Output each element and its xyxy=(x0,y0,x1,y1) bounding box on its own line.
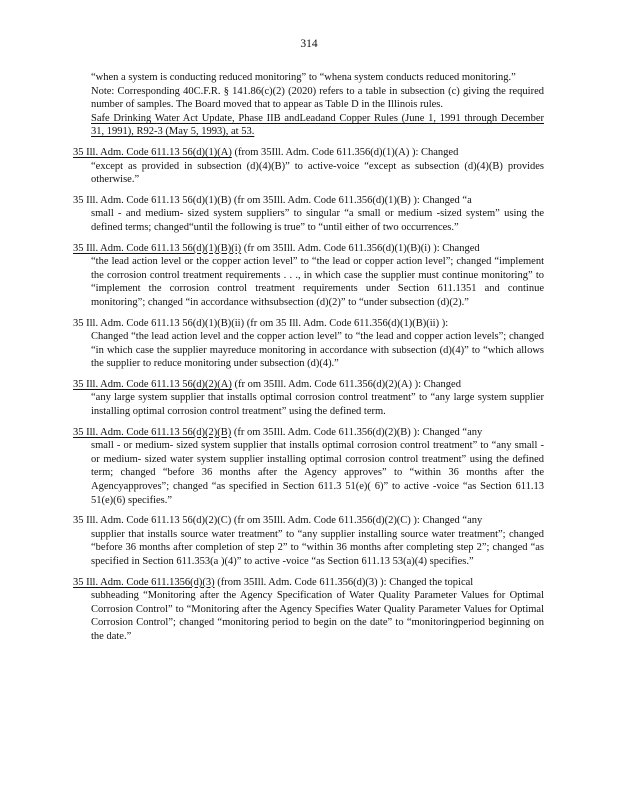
section-reference: 35 Ill. Adm. Code 611.13 56(d)(2)(C) xyxy=(73,515,232,527)
lead-amendment-text: “when a system is conducting reduced monitoring” to “whena system conducts reduced monitoring.” xyxy=(91,72,516,83)
amendment-description: supplier that installs source water treatment” to “any supplier installing source water treatment”; changed “before 36 months after completion of step 2” to “within 36 months after completing step 2”; changed “as specified in Section 611.353(a )(4)” to active -voice “as Section 611.13 53(a)(4) specifies.” xyxy=(91,528,544,567)
amendment-entry-heading xyxy=(73,514,544,528)
amendment-entry-heading xyxy=(73,146,544,160)
amendment-description: “except as provided in subsection (d)(4)(B)” to active-voice “except as subsection (d)(4)(B) provides otherwise.” xyxy=(91,160,544,186)
section-reference: 35 Ill. Adm. Code 611.13 56(d)(1)(B)(i) xyxy=(73,242,242,254)
amendment-description: small - or medium- sized system supplier that installs optimal corrosion control treatment” to “any small - or medium- sized water system supplier installing optimal corrosion control treatment” using the defined term; changed “before 36 months after the Agency approves” to “within 36 months after the Agencyapproves”; changed “as specified in Section 611.3 51(e)( 6)” to active -voice “as Section 611.13 51(e)(6) specifies.” xyxy=(91,440,544,506)
amendment-description: “the lead action level or the copper action level” to “the lead or copper action level”; changed “implement the corrosion control treatment requirements . . ., in which case the supplier must continue monitoring” to “implement the corrosion control treatment requirements under Section 611.1351 and continue monitoring”; changed “in accordance withsubsection (d)(2)” to “under subsection (d)(2).” xyxy=(91,256,544,308)
source-section-text: (fr om 35 Ill. Adm. Code 611.356(d)(1)(B)(ii) ): xyxy=(244,317,449,329)
amendment-entry-heading xyxy=(73,576,544,590)
amendment-description: subheading “Monitoring after the Agency Specification of Water Quality Parameter Values for Optimal Corrosion Control” to “Monitoring after the Agency Specifies Water Quality Parameter Values for Optimal Corrosion Control”; changed “monitoring period to begin on the date” to “monitoringperiod beginning on the date.” xyxy=(91,590,544,642)
section-reference: 35 Ill. Adm. Code 611.13 56(d)(2)(A) xyxy=(73,378,232,390)
source-section-text: (fr om 35Ill. Adm. Code 611.356(d)(2)(C) ): Changed “any xyxy=(231,515,483,527)
amendment-entry xyxy=(73,514,544,568)
amendment-entry-heading xyxy=(73,242,544,256)
amendment-entries xyxy=(73,146,544,644)
lead-note: Note: Corresponding 40C.F.R. § 141.86(c)(2) (2020) refers to a table in subsection (c) giving the required number of samples. The Board moved that to appear as Table D in the Illinois rules. xyxy=(91,85,544,111)
section-reference: 35 Ill. Adm. Code 611.13 56(d)(2)(B) xyxy=(73,426,232,438)
amendment-entry-heading xyxy=(73,194,544,208)
source-section-text: (fr om 35Ill. Adm. Code 611.356(d)(2)(A) ): Changed xyxy=(231,378,461,390)
source-section-text: (fr om 35Ill. Adm. Code 611.356(d)(2)(B) ): Changed “any xyxy=(231,426,483,438)
source-section-text: (from 35Ill. Adm. Code 611.356(d)(3) ): Changed the topical xyxy=(214,576,474,588)
section-reference: 35 Ill. Adm. Code 611.13 56(d)(1)(B) xyxy=(73,194,232,206)
amendment-entry-heading xyxy=(73,426,544,440)
amendment-entry-heading xyxy=(73,317,544,331)
page-number: 314 xyxy=(300,38,318,50)
page-content xyxy=(73,71,544,644)
section-reference: 35 Ill. Adm. Code 611.13 56(d)(1)(B)(ii) xyxy=(73,317,245,329)
source-section-text: (fr om 35Ill. Adm. Code 611.356(d)(1)(B)(i) ): Changed xyxy=(241,242,480,254)
amendment-entry-heading xyxy=(73,378,544,392)
amendment-entry xyxy=(73,317,544,371)
source-section-text: (fr om 35Ill. Adm. Code 611.356(d)(1)(B) ): Changed “a xyxy=(231,194,472,206)
lead-note-citation: Safe Drinking Water Act Update, Phase IIB andLeadand Copper Rules (June 1, 1991 through December 31, 1991), R92-3 (May 5, 1993), at 53. xyxy=(91,112,544,138)
amendment-description: “any large system supplier that installs optimal corrosion control treatment” to “any large system supplier installing optimal corrosion control treatment” using the defined term. xyxy=(91,392,544,418)
amendment-entry xyxy=(73,426,544,508)
section-reference: 35 Ill. Adm. Code 611.1356(d)(3) xyxy=(73,576,215,588)
amendment-description: small - and medium- sized system suppliers” to singular “a small or medium -sized system” using the defined terms; changed“until the following is true” to “until either of two occurrences.” xyxy=(91,208,544,233)
amendment-entry xyxy=(73,146,544,187)
amendment-entry xyxy=(73,194,544,235)
section-reference: 35 Ill. Adm. Code 611.13 56(d)(1)(A) xyxy=(73,146,232,158)
amendment-entry xyxy=(73,378,544,419)
lead-block xyxy=(91,71,544,139)
source-section-text: (from 35Ill. Adm. Code 611.356(d)(1)(A) ): Changed xyxy=(231,146,459,158)
amendment-entry xyxy=(73,242,544,310)
amendment-entry xyxy=(73,576,544,644)
amendment-description: Changed “the lead action level and the copper action level” to “the lead and copper action levels”; changed “in which case the supplier mayreduce monitoring in accordance with subsection (d)(4)” to “which allows the supplier to reduce monitoring under subsection (d)(4).” xyxy=(91,331,544,370)
